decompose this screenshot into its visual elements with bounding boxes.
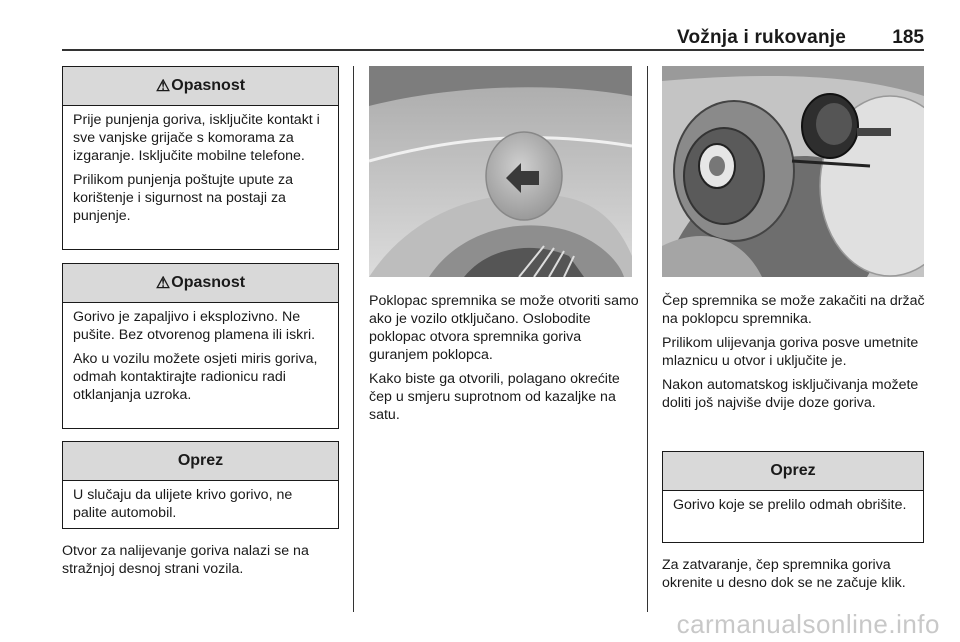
- danger-box-2-title: Opasnost: [171, 274, 246, 291]
- caution-box-1-header: [63, 442, 338, 481]
- body-paragraph: Za zatvaranje, čep spremnika goriva okrenite u desno dok se ne začuje klik.: [662, 557, 906, 591]
- caution-box-1: [62, 441, 339, 529]
- warning-icon: ⚠: [155, 78, 171, 95]
- danger-box-2: [62, 263, 339, 429]
- page-header: [62, 27, 924, 49]
- column-2-body: [369, 292, 639, 430]
- body-paragraph: Otvor za nalijevanje goriva nalazi se na stražnjoj desnoj strani vozila.: [62, 543, 309, 577]
- column-3-closing: [662, 556, 927, 598]
- danger-box-1-header: [63, 67, 338, 106]
- body-paragraph: Kako biste ga otvorili, polagano okrećite čep u smjeru suprotnom od kazaljke na satu.: [369, 371, 620, 423]
- fuel-door-figure: [369, 66, 632, 277]
- column-divider-1: [353, 66, 354, 612]
- danger-box-1: [62, 66, 339, 250]
- column-3-body: [662, 292, 927, 418]
- danger-box-2-header: [63, 264, 338, 303]
- section-title: Vožnja i rukovanje: [676, 27, 846, 48]
- column-divider-2: [647, 66, 648, 612]
- page-number: 185: [892, 27, 924, 48]
- danger-box-1-paragraph: Prilikom punjenja poštujte upute za korištenje i sigurnost na postaji za punjenje.: [73, 172, 294, 224]
- danger-box-2-paragraph: Gorivo je zapaljivo i eksplozivno. Ne pušite. Bez otvorenog plamena ili iskri.: [73, 309, 316, 343]
- caution-box-2: [662, 451, 924, 543]
- caution-box-2-body: [663, 491, 923, 520]
- body-paragraph: Čep spremnika se može zakačiti na držač na poklopcu spremnika.: [662, 293, 925, 327]
- caution-box-1-title: Oprez: [177, 452, 224, 469]
- body-paragraph: Nakon automatskog isključivanja možete doliti još najviše dvije doze goriva.: [662, 377, 919, 411]
- caution-box-2-paragraph: Gorivo koje se prelilo odmah obrišite.: [673, 497, 907, 513]
- danger-box-1-body: [63, 106, 338, 231]
- caution-box-1-body: [63, 481, 338, 528]
- watermark: carmanualsonline.info: [676, 609, 940, 639]
- caution-box-2-header: [663, 452, 923, 491]
- header-rule: [62, 49, 924, 51]
- caution-box-2-title: Oprez: [770, 462, 816, 479]
- fuel-cap-figure: [662, 66, 924, 277]
- fuel-cap-illustration: [662, 66, 924, 277]
- danger-box-2-body: [63, 303, 338, 410]
- body-paragraph: Poklopac spremnika se može otvoriti samo ako je vozilo otključano. Oslobodite poklopac otvora spremnika goriva guranjem poklopca.: [369, 293, 639, 363]
- fuel-door-illustration: [369, 66, 632, 277]
- body-paragraph: Prilikom ulijevanja goriva posve umetnite mlaznicu u otvor i uključite je.: [662, 335, 919, 369]
- column-1-body: [62, 542, 342, 584]
- danger-box-2-paragraph: Ako u vozilu možete osjeti miris goriva, odmah kontaktirajte radionicu radi otklanjanja uzroka.: [73, 351, 318, 403]
- warning-icon: ⚠: [155, 275, 171, 292]
- caution-box-1-paragraph: U slučaju da ulijete krivo gorivo, ne palite automobil.: [73, 487, 293, 521]
- danger-box-1-paragraph: Prije punjenja goriva, isključite kontakt i sve vanjske grijače s komorama za izgaranje. Isključite mobilne telefone.: [73, 112, 320, 164]
- danger-box-1-title: Opasnost: [171, 77, 246, 94]
